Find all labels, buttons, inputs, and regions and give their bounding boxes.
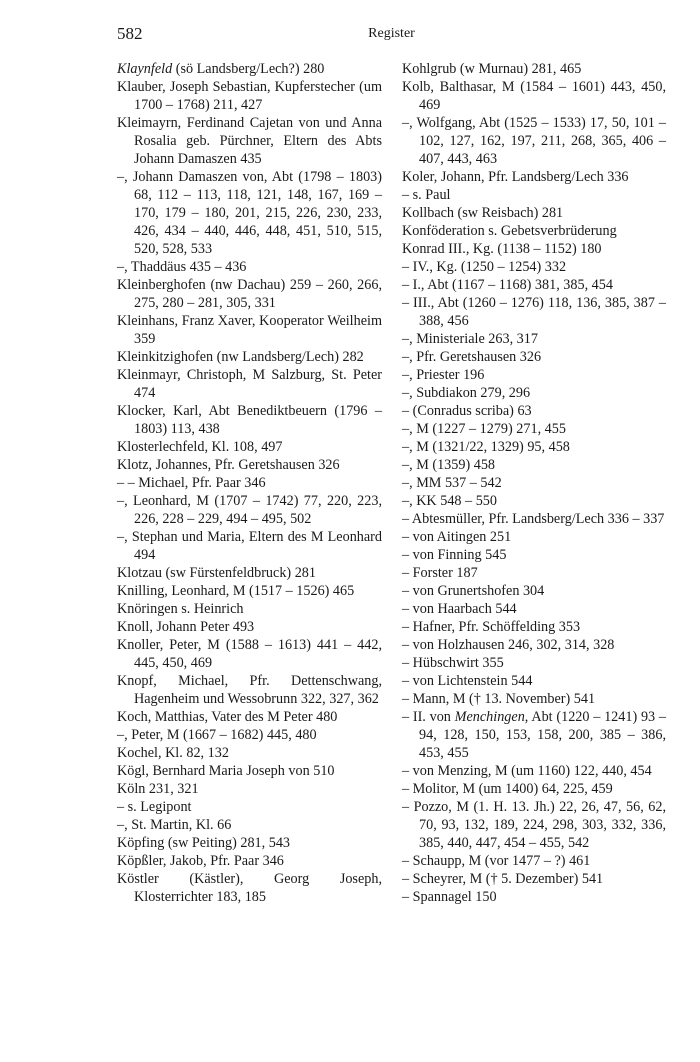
entry-text: – Scheyrer, M († 5. Dezember) 541 <box>402 871 604 887</box>
index-entry <box>117 852 382 870</box>
index-entry <box>117 114 382 168</box>
entry-italic-term: Menchingen <box>454 709 525 725</box>
entry-text: Kleinhans, Franz Xaver, Kooperator Weilheim 359 <box>117 313 382 347</box>
entry-text: Kohlgrub (w Murnau) 281, 465 <box>402 61 582 77</box>
entry-text: Knilling, Leonhard, M (1517 – 1526) 465 <box>117 583 355 599</box>
entry-text: Kleinberghofen (nw Dachau) 259 – 260, 266, 275, 280 – 281, 305, 331 <box>117 277 382 311</box>
entry-text: – Molitor, M (um 1400) 64, 225, 459 <box>402 781 613 797</box>
entry-text: Köln 231, 321 <box>117 781 199 797</box>
entry-text: , Abt (1220 – 1241) 93 – 94, 128, 150, 153, 158, 200, 385 – 386, 453, 455 <box>419 709 666 761</box>
entry-text: –, M (1321/22, 1329) 95, 458 <box>402 439 570 455</box>
entry-text: – (Conradus scriba) 63 <box>402 403 532 419</box>
entry-text: – Abtesmüller, Pfr. Landsberg/Lech 336 – 337 <box>402 511 665 527</box>
entry-text: – s. Paul <box>402 187 451 203</box>
index-entry <box>402 276 666 294</box>
index-entry <box>117 798 382 816</box>
index-entry <box>117 276 382 312</box>
entry-text: – IV., Kg. (1250 – 1254) 332 <box>402 259 567 275</box>
entry-text: – Hübschwirt 355 <box>402 655 504 671</box>
entry-text: Knoll, Johann Peter 493 <box>117 619 255 635</box>
index-entry <box>402 510 666 528</box>
page-header <box>117 24 666 46</box>
index-entry <box>402 600 666 618</box>
page-number: 582 <box>117 24 143 43</box>
index-entry <box>402 402 666 420</box>
index-entry <box>117 780 382 798</box>
index-entry <box>402 708 666 762</box>
index-entry <box>117 366 382 402</box>
index-entry <box>117 636 382 672</box>
entry-text: Koch, Matthias, Vater des M Peter 480 <box>117 709 338 725</box>
index-entry <box>402 672 666 690</box>
entry-text: Kollbach (sw Reisbach) 281 <box>402 205 564 221</box>
entry-text: – Forster 187 <box>402 565 478 581</box>
entry-text: –, Stephan und Maria, Eltern des M Leonhard 494 <box>117 529 382 563</box>
entry-text: Köpßler, Jakob, Pfr. Paar 346 <box>117 853 284 869</box>
index-entry <box>402 60 666 78</box>
index-column-left <box>117 60 382 906</box>
index-entry <box>402 762 666 780</box>
index-entry <box>117 600 382 618</box>
entry-text: Knöringen s. Heinrich <box>117 601 244 617</box>
entry-text: –, Peter, M (1667 – 1682) 445, 480 <box>117 727 317 743</box>
entry-prefix: – II. von <box>402 709 455 725</box>
entry-text: –, M (1227 – 1279) 271, 455 <box>402 421 566 437</box>
index-entry <box>402 204 666 222</box>
index-entry <box>402 114 666 168</box>
entry-text: – Hafner, Pfr. Schöffelding 353 <box>402 619 581 635</box>
entry-text: Klotz, Johannes, Pfr. Geretshausen 326 <box>117 457 340 473</box>
entry-text: Kögl, Bernhard Maria Joseph von 510 <box>117 763 335 779</box>
index-entry <box>402 780 666 798</box>
entry-text: Knopf, Michael, Pfr. Dettenschwang, Hagenheim und Wessobrunn 322, 327, 362 <box>117 673 382 707</box>
index-entry <box>402 564 666 582</box>
entry-text: – Pozzo, M (1. H. 13. Jh.) 22, 26, 47, 56, 62, 70, 93, 132, 189, 224, 298, 303, 332, 336, 385, 440, 447, 454 – 455, 542 <box>402 799 666 851</box>
entry-text: –, Subdiakon 279, 296 <box>402 385 531 401</box>
entry-text: – von Holzhausen 246, 302, 314, 328 <box>402 637 615 653</box>
entry-text: Kochel, Kl. 82, 132 <box>117 745 229 761</box>
index-entry <box>117 168 382 258</box>
entry-text: – III., Abt (1260 – 1276) 118, 136, 385, 387 – 388, 456 <box>402 295 666 329</box>
entry-text: – von Aitingen 251 <box>402 529 512 545</box>
index-entry <box>117 762 382 780</box>
index-entry <box>117 78 382 114</box>
entry-text: –, Ministeriale 263, 317 <box>402 331 538 347</box>
entry-text: Klotzau (sw Fürstenfeldbruck) 281 <box>117 565 316 581</box>
index-entry <box>402 384 666 402</box>
index-entry <box>402 582 666 600</box>
index-entry <box>402 420 666 438</box>
entry-text: –, MM 537 – 542 <box>402 475 502 491</box>
entry-text: –, M (1359) 458 <box>402 457 496 473</box>
index-entry <box>402 438 666 456</box>
entry-text: Klauber, Joseph Sebastian, Kupferstecher (um 1700 – 1768) 211, 427 <box>117 79 382 113</box>
entry-text: Knoller, Peter, M (1588 – 1613) 441 – 442, 445, 450, 469 <box>117 637 382 671</box>
entry-text: (sö Landsberg/Lech?) 280 <box>172 61 325 77</box>
index-entry <box>402 330 666 348</box>
index-entry <box>402 222 666 240</box>
index-entry <box>117 618 382 636</box>
index-entry <box>402 366 666 384</box>
entry-text: –, Thaddäus 435 – 436 <box>117 259 247 275</box>
entry-text: –, Pfr. Geretshausen 326 <box>402 349 542 365</box>
index-entry <box>402 348 666 366</box>
index-entry <box>402 546 666 564</box>
entry-text: Klosterlechfeld, Kl. 108, 497 <box>117 439 283 455</box>
entry-text: Konrad III., Kg. (1138 – 1152) 180 <box>402 241 602 257</box>
index-entry <box>117 582 382 600</box>
index-entry <box>402 258 666 276</box>
index-entry <box>117 816 382 834</box>
entry-text: – von Grunertshofen 304 <box>402 583 545 599</box>
index-entry <box>117 726 382 744</box>
entry-text: –, St. Martin, Kl. 66 <box>117 817 232 833</box>
index-entry <box>117 402 382 438</box>
index-entry <box>402 852 666 870</box>
entry-text: Konföderation s. Gebetsverbrüderung <box>402 223 617 239</box>
index-entry <box>402 168 666 186</box>
index-entry <box>117 834 382 852</box>
entry-text: – Spannagel 150 <box>402 889 497 905</box>
index-column-right <box>402 60 666 906</box>
entry-text: Köpfing (sw Peiting) 281, 543 <box>117 835 291 851</box>
index-entry <box>402 798 666 852</box>
entry-text: –, Priester 196 <box>402 367 485 383</box>
entry-text: – I., Abt (1167 – 1168) 381, 385, 454 <box>402 277 613 293</box>
entry-text: Koler, Johann, Pfr. Landsberg/Lech 336 <box>402 169 629 185</box>
index-entry <box>117 456 382 474</box>
index-entry <box>117 492 382 528</box>
index-entry <box>402 240 666 258</box>
entry-text: – Mann, M († 13. November) 541 <box>402 691 596 707</box>
running-head: Register <box>368 26 415 41</box>
index-entry <box>402 456 666 474</box>
entry-text: – – Michael, Pfr. Paar 346 <box>117 475 266 491</box>
index-entry <box>117 528 382 564</box>
index-entry <box>402 186 666 204</box>
index-entry <box>117 348 382 366</box>
index-entry <box>402 294 666 330</box>
entry-text: Köstler (Kästler), Georg Joseph, Klosterrichter 183, 185 <box>117 871 382 905</box>
index-entry <box>402 888 666 906</box>
index-entry <box>402 474 666 492</box>
index-entry <box>117 708 382 726</box>
entry-text: –, Leonhard, M (1707 – 1742) 77, 220, 223, 226, 228 – 229, 494 – 495, 502 <box>117 493 382 527</box>
index-entry <box>117 672 382 708</box>
index-entry <box>117 60 382 78</box>
entry-text: –, Wolfgang, Abt (1525 – 1533) 17, 50, 101 – 102, 127, 162, 197, 211, 268, 365, 406 – 407, 443, 463 <box>402 115 666 167</box>
entry-text: Kolb, Balthasar, M (1584 – 1601) 443, 450, 469 <box>402 79 666 113</box>
entry-text: –, KK 548 – 550 <box>402 493 497 509</box>
entry-text: Kleinkitzighofen (nw Landsberg/Lech) 282 <box>117 349 364 365</box>
index-entry <box>402 492 666 510</box>
index-entry <box>117 870 382 906</box>
entry-text: Kleinmayr, Christoph, M Salzburg, St. Peter 474 <box>117 367 382 401</box>
index-entry <box>402 78 666 114</box>
index-entry <box>117 438 382 456</box>
index-entry <box>402 636 666 654</box>
index-entry <box>117 564 382 582</box>
index-entry <box>117 744 382 762</box>
entry-text: – von Finning 545 <box>402 547 507 563</box>
entry-text: – von Haarbach 544 <box>402 601 517 617</box>
entry-text: – von Lichtenstein 544 <box>402 673 533 689</box>
index-entry <box>402 528 666 546</box>
entry-text: – s. Legipont <box>117 799 192 815</box>
entry-text: Klocker, Karl, Abt Benediktbeuern (1796 – 1803) 113, 438 <box>117 403 382 437</box>
index-entry <box>402 690 666 708</box>
entry-text: – von Menzing, M (um 1160) 122, 440, 454 <box>402 763 652 779</box>
index-entry <box>117 312 382 348</box>
entry-text: – Schaupp, M (vor 1477 – ?) 461 <box>402 853 591 869</box>
index-entry <box>402 870 666 888</box>
entry-text: Kleimayrn, Ferdinand Cajetan von und Anna Rosalia geb. Pürchner, Eltern des Abts Johann Damaszen 435 <box>117 115 382 167</box>
index-entry <box>402 618 666 636</box>
index-entry <box>402 654 666 672</box>
entry-italic-term: Klaynfeld <box>117 61 173 77</box>
index-entry <box>117 474 382 492</box>
entry-text: –, Johann Damaszen von, Abt (1798 – 1803) 68, 112 – 113, 118, 121, 148, 167, 169 – 170, 179 – 180, 201, 215, 226, 230, 233, 426, 434 – 440, 446, 448, 451, 510, 515, 520, 528, 533 <box>117 169 382 257</box>
index-entry <box>117 258 382 276</box>
